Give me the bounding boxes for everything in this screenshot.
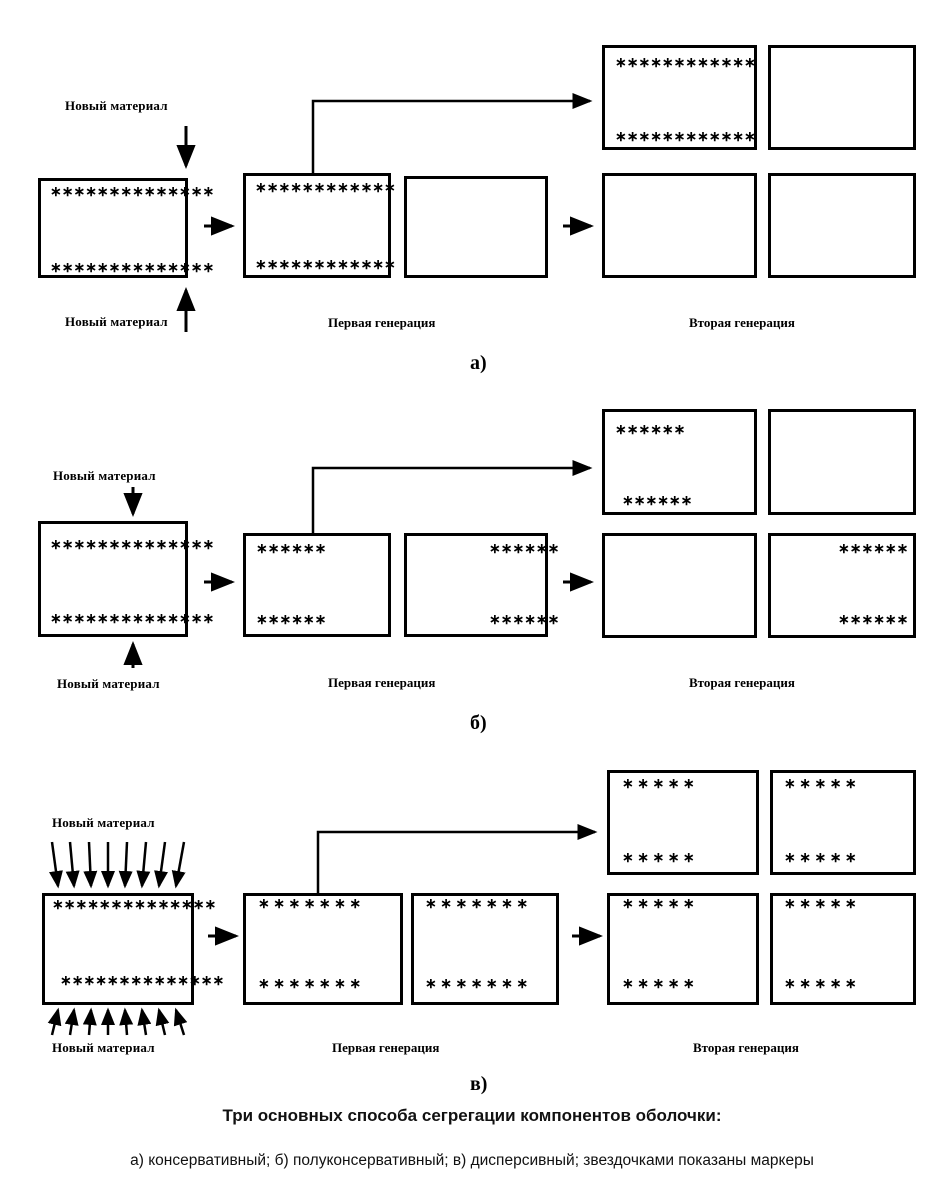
stars-c-gen1-left-bottom: ∗ ∗ ∗ ∗ ∗ ∗ ∗ bbox=[258, 977, 362, 992]
stars-b-gen2-br-bottom: ∗∗∗∗∗∗ bbox=[838, 613, 909, 628]
stars-c-initial-top: ∗∗∗∗∗∗∗∗∗∗∗∗∗∗ bbox=[52, 898, 217, 913]
cell-a-gen2-bl bbox=[602, 173, 757, 278]
stars-c-initial-bottom: ∗∗∗∗∗∗∗∗∗∗∗∗∗∗ bbox=[60, 974, 225, 989]
label-first-generation-c: Первая генерация bbox=[332, 1040, 440, 1055]
stars-b-gen2-tl-top: ∗∗∗∗∗∗ bbox=[615, 423, 686, 438]
label-second-generation-c: Вторая генерация bbox=[693, 1040, 799, 1055]
stars-c-gen2-tr-bottom: ∗ ∗ ∗ ∗ ∗ bbox=[784, 851, 857, 866]
stars-c-gen2-tl-top: ∗ ∗ ∗ ∗ ∗ bbox=[622, 777, 695, 792]
stars-c-gen2-bl-top: ∗ ∗ ∗ ∗ ∗ bbox=[622, 897, 695, 912]
label-new-material-bottom-a: Новый материал bbox=[65, 314, 168, 329]
label-new-material-top-a: Новый материал bbox=[65, 98, 168, 113]
cell-b-gen2-tr bbox=[768, 409, 916, 515]
panel-letter-c: в) bbox=[470, 1073, 488, 1095]
stars-c-gen2-bl-bottom: ∗ ∗ ∗ ∗ ∗ bbox=[622, 977, 695, 992]
cell-a-gen2-tr bbox=[768, 45, 916, 150]
stars-a-gen1-left-top: ∗∗∗∗∗∗∗∗∗∗∗∗ bbox=[255, 181, 396, 196]
stars-b-gen1-left-bottom: ∗∗∗∗∗∗ bbox=[256, 613, 327, 628]
stars-a-initial-top: ∗∗∗∗∗∗∗∗∗∗∗∗∗∗ bbox=[50, 185, 215, 200]
stars-c-gen2-tr-top: ∗ ∗ ∗ ∗ ∗ bbox=[784, 777, 857, 792]
stars-c-gen1-right-top: ∗ ∗ ∗ ∗ ∗ ∗ ∗ bbox=[425, 897, 529, 912]
label-new-material-top-c: Новый материал bbox=[52, 815, 155, 830]
stars-c-gen2-tl-bottom: ∗ ∗ ∗ ∗ ∗ bbox=[622, 851, 695, 866]
stars-c-gen1-right-bottom: ∗ ∗ ∗ ∗ ∗ ∗ ∗ bbox=[425, 977, 529, 992]
stars-a-initial-bottom: ∗∗∗∗∗∗∗∗∗∗∗∗∗∗ bbox=[50, 261, 215, 276]
panel-letter-b: б) bbox=[470, 712, 487, 734]
stars-c-gen1-left-top: ∗ ∗ ∗ ∗ ∗ ∗ ∗ bbox=[258, 897, 362, 912]
label-new-material-bottom-b: Новый материал bbox=[57, 676, 160, 691]
label-second-generation-a: Вторая генерация bbox=[689, 315, 795, 330]
stars-b-gen1-right-bottom: ∗∗∗∗∗∗ bbox=[489, 613, 560, 628]
stars-a-gen1-left-bottom: ∗∗∗∗∗∗∗∗∗∗∗∗ bbox=[255, 258, 396, 273]
stars-c-gen2-br-bottom: ∗ ∗ ∗ ∗ ∗ bbox=[784, 977, 857, 992]
stars-a-gen2-tl-top: ∗∗∗∗∗∗∗∗∗∗∗∗ bbox=[615, 56, 756, 71]
label-first-generation-a: Первая генерация bbox=[328, 315, 436, 330]
label-first-generation-b: Первая генерация bbox=[328, 675, 436, 690]
stars-b-gen1-left-top: ∗∗∗∗∗∗ bbox=[256, 542, 327, 557]
stars-b-initial-bottom: ∗∗∗∗∗∗∗∗∗∗∗∗∗∗ bbox=[50, 612, 215, 627]
label-new-material-top-b: Новый материал bbox=[53, 468, 156, 483]
figure-caption-line-2: а) консервативный; б) полуконсервативный; в) дисперсивный; звездочками показаны маркеры bbox=[130, 1152, 814, 1169]
stars-b-gen2-br-top: ∗∗∗∗∗∗ bbox=[838, 542, 909, 557]
cell-a-gen2-br bbox=[768, 173, 916, 278]
stars-a-gen2-tl-bottom: ∗∗∗∗∗∗∗∗∗∗∗∗ bbox=[615, 130, 756, 145]
cell-a-gen1-right bbox=[404, 176, 548, 278]
label-new-material-bottom-c: Новый материал bbox=[52, 1040, 155, 1055]
label-second-generation-b: Вторая генерация bbox=[689, 675, 795, 690]
stars-b-gen1-right-top: ∗∗∗∗∗∗ bbox=[489, 542, 560, 557]
panel-letter-a: а) bbox=[470, 352, 487, 374]
cell-b-gen2-bl bbox=[602, 533, 757, 638]
stars-c-gen2-br-top: ∗ ∗ ∗ ∗ ∗ bbox=[784, 897, 857, 912]
stars-b-gen2-tl-bottom: ∗∗∗∗∗∗ bbox=[622, 494, 693, 509]
stars-b-initial-top: ∗∗∗∗∗∗∗∗∗∗∗∗∗∗ bbox=[50, 538, 215, 553]
figure-caption-line-1: Три основных способа сегрегации компонентов оболочки: bbox=[222, 1106, 722, 1125]
